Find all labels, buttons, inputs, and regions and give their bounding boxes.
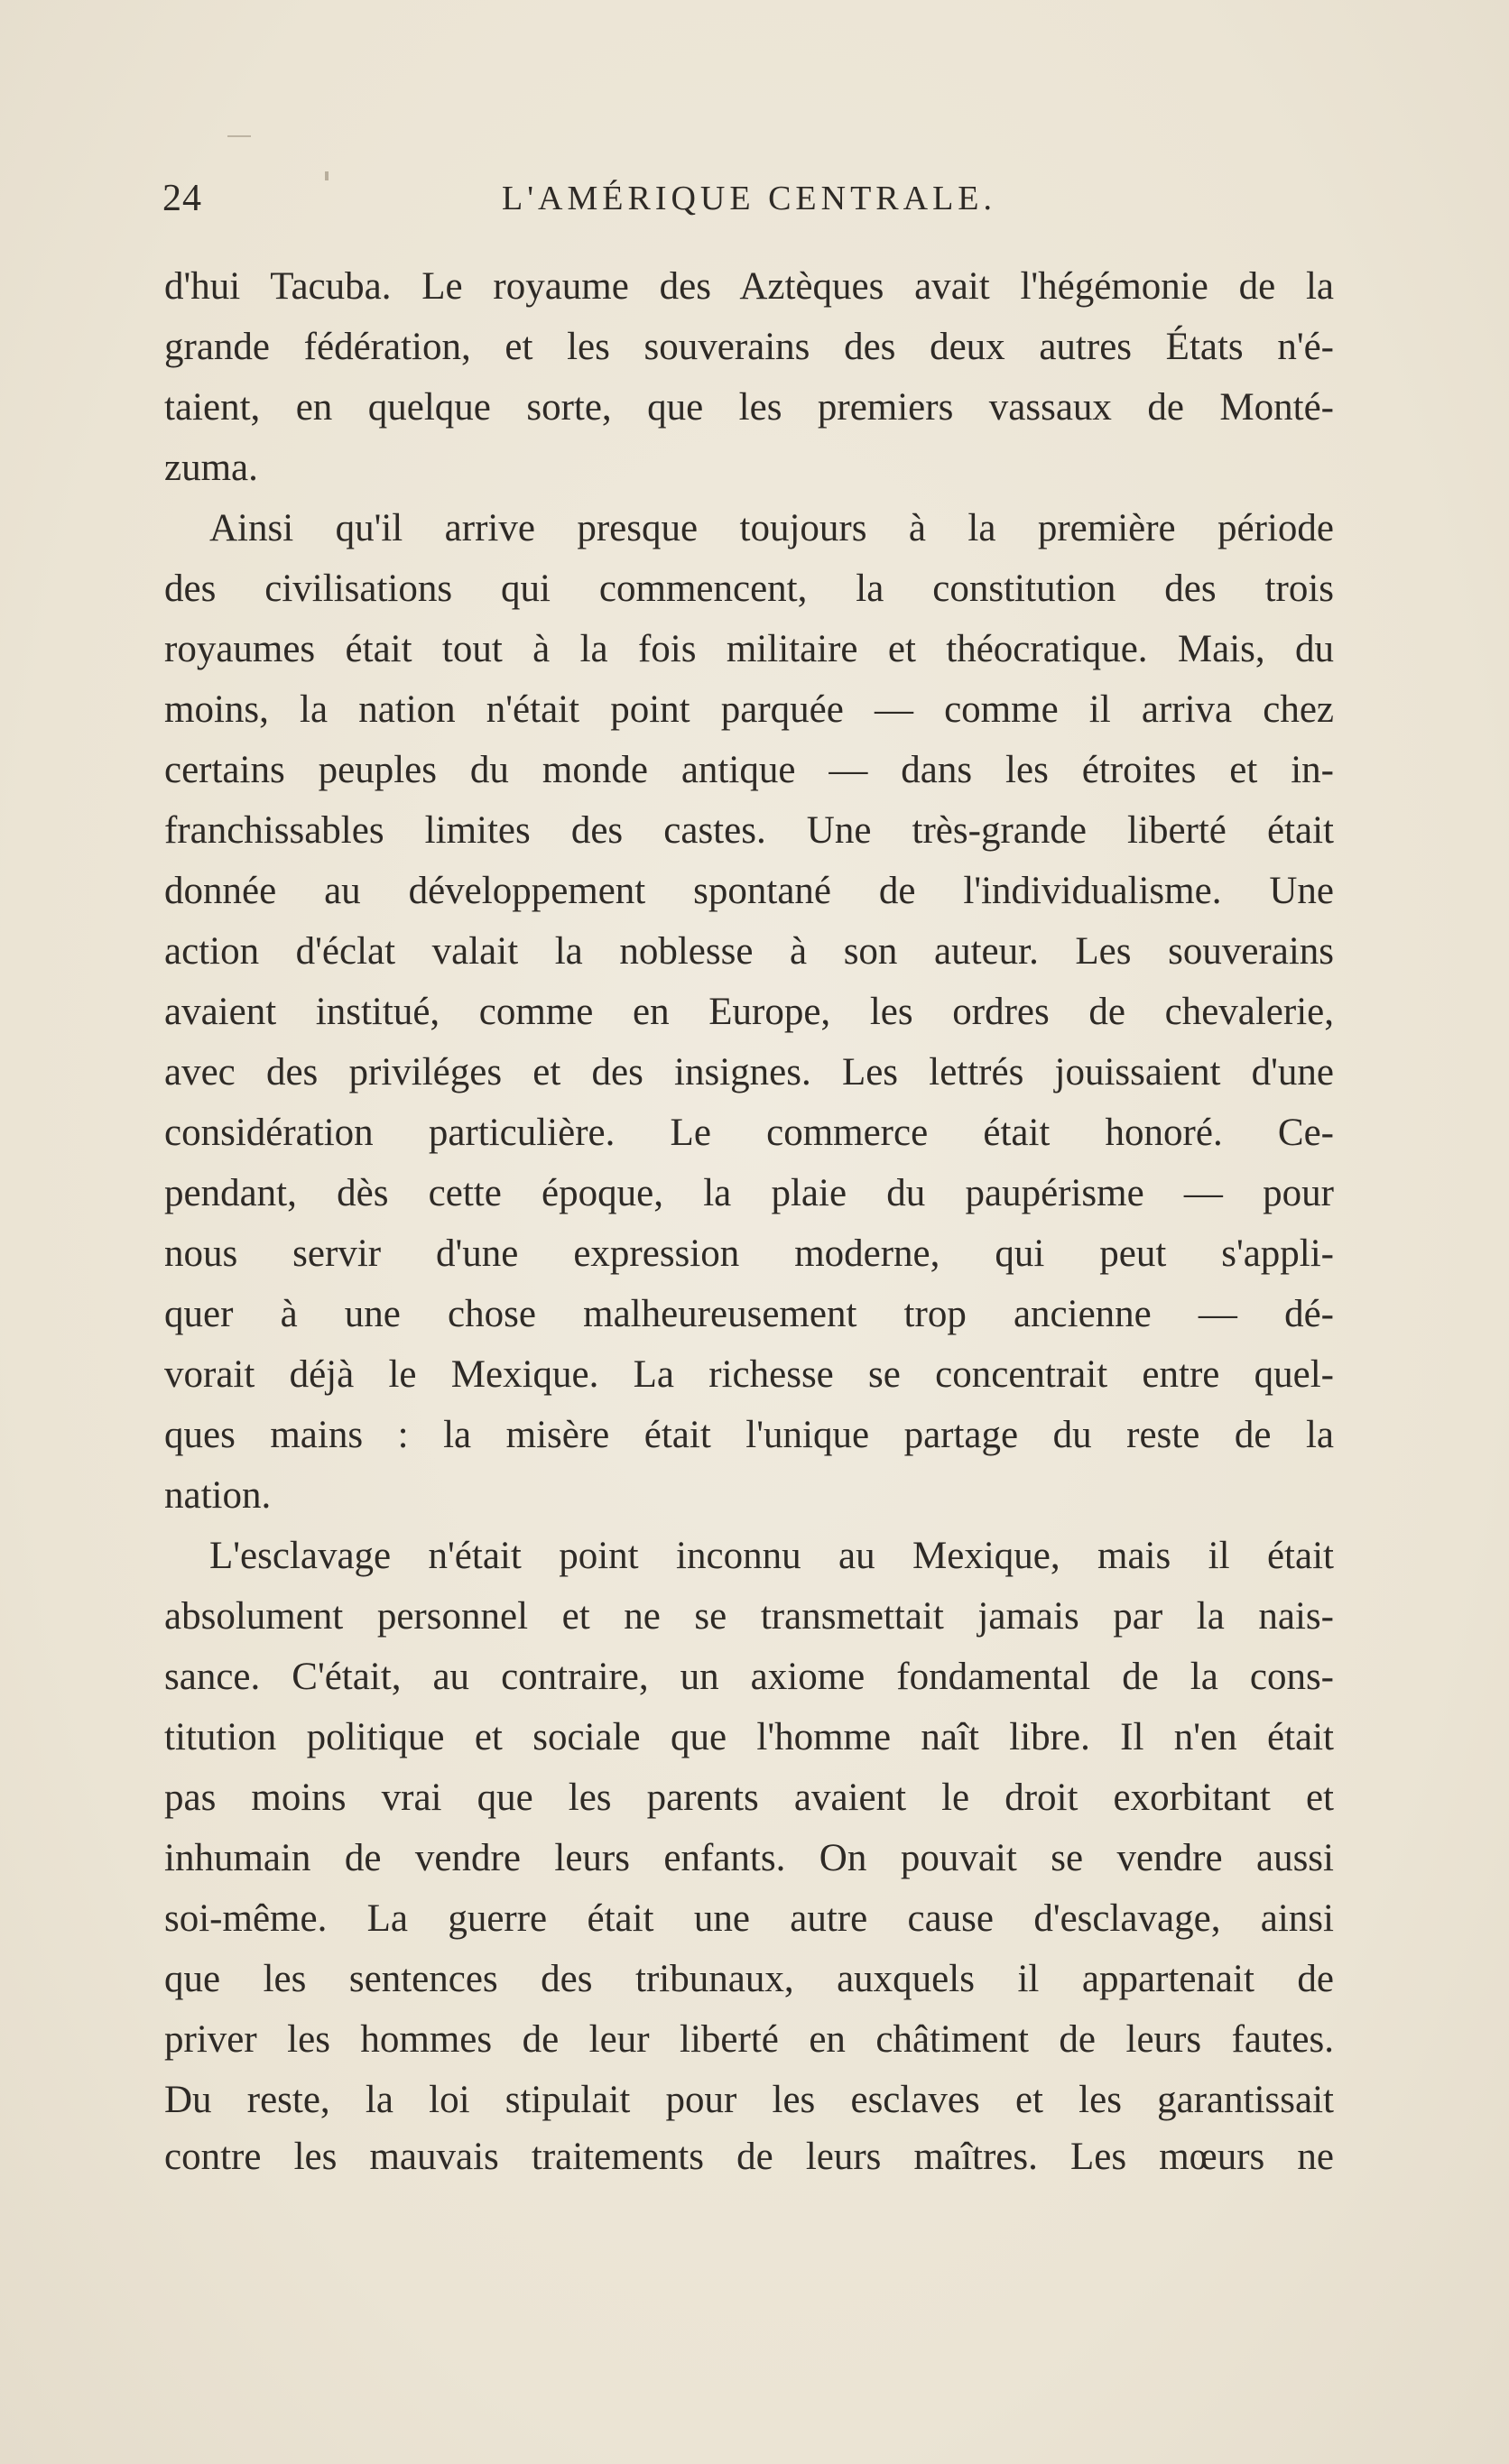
running-head bbox=[162, 177, 1336, 231]
margin-mark bbox=[227, 135, 251, 137]
text-line: zuma. bbox=[164, 447, 258, 489]
text-line: nous servir d'une expression moderne, qui peut s'appli- bbox=[164, 1232, 1334, 1275]
text-line: pas moins vrai que les parents avaient le droit exorbitant et bbox=[164, 1776, 1334, 1819]
text-line: grande fédération, et les souverains des deux autres États n'é- bbox=[164, 326, 1334, 368]
text-line: avaient institué, comme en Europe, les ordres de chevalerie, bbox=[164, 991, 1334, 1033]
text-line: priver les hommes de leur liberté en châtiment de leurs fautes. bbox=[164, 2018, 1334, 2061]
text-line: d'hui Tacuba. Le royaume des Aztèques avait l'hégémonie de la bbox=[164, 265, 1334, 308]
text-line: avec des priviléges et des insignes. Les lettrés jouissaient d'une bbox=[164, 1051, 1334, 1094]
text-line: royaumes était tout à la fois militaire et théocratique. Mais, du bbox=[164, 628, 1334, 670]
text-line: vorait déjà le Mexique. La richesse se concentrait entre quel- bbox=[164, 1353, 1334, 1396]
text-line: L'esclavage n'était point inconnu au Mexique, mais il était bbox=[209, 1535, 1334, 1577]
text-line: Ainsi qu'il arrive presque toujours à la première période bbox=[209, 507, 1334, 549]
text-line: sance. C'était, au contraire, un axiome fondamental de la cons- bbox=[164, 1656, 1334, 1698]
text-line: que les sentences des tribunaux, auxquels il appartenait de bbox=[164, 1958, 1334, 2000]
text-line: quer à une chose malheureusement trop ancienne — dé- bbox=[164, 1293, 1334, 1335]
text-line: titution politique et sociale que l'homme naît libre. Il n'en était bbox=[164, 1716, 1334, 1758]
text-line: pendant, dès cette époque, la plaie du paupérisme — pour bbox=[164, 1172, 1334, 1214]
text-line: soi-même. La guerre était une autre cause d'esclavage, ainsi bbox=[164, 1897, 1334, 1940]
text-line: donnée au développement spontané de l'individualisme. Une bbox=[164, 870, 1334, 912]
text-line: certains peuples du monde antique — dans les étroites et in- bbox=[164, 749, 1334, 791]
page-number: 24 bbox=[162, 178, 202, 219]
text-line: contre les mauvais traitements de leurs maîtres. Les mœurs ne bbox=[164, 2136, 1334, 2178]
text-line: moins, la nation n'était point parquée — comme il arriva chez bbox=[164, 688, 1334, 731]
text-line: inhumain de vendre leurs enfants. On pouvait se vendre aussi bbox=[164, 1837, 1334, 1879]
text-line: action d'éclat valait la noblesse à son auteur. Les souverains bbox=[164, 930, 1334, 973]
text-line: des civilisations qui commencent, la constitution des trois bbox=[164, 568, 1334, 610]
text-line: absolument personnel et ne se transmettait jamais par la nais- bbox=[164, 1595, 1334, 1638]
text-line: considération particulière. Le commerce était honoré. Ce- bbox=[164, 1112, 1334, 1154]
text-line: nation. bbox=[164, 1474, 272, 1517]
text-line: Du reste, la loi stipulait pour les esclaves et les garantissait bbox=[164, 2079, 1334, 2121]
running-title: L'AMÉRIQUE CENTRALE. bbox=[501, 180, 997, 217]
body-text bbox=[164, 256, 1334, 2184]
text-line: taient, en quelque sorte, que les premiers vassaux de Monté- bbox=[164, 386, 1334, 429]
text-line: franchissables limites des castes. Une très-grande liberté était bbox=[164, 809, 1334, 852]
text-line: ques mains : la misère était l'unique partage du reste de la bbox=[164, 1414, 1334, 1456]
